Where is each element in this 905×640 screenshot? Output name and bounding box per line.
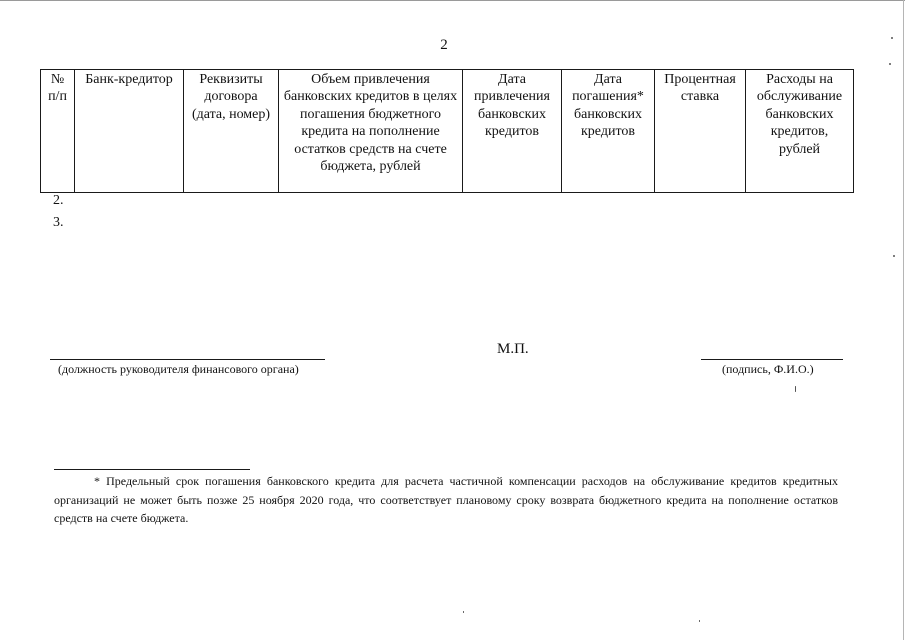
scan-speck bbox=[795, 386, 796, 392]
scan-top-edge bbox=[0, 0, 905, 1]
table-row-number: 3. bbox=[53, 215, 64, 230]
signature-line bbox=[701, 359, 843, 360]
scan-speck bbox=[463, 611, 464, 613]
header-repayment-date: Дата погашения* банковских кредитов bbox=[562, 70, 655, 193]
scan-speck bbox=[699, 620, 700, 622]
scan-speck bbox=[893, 255, 895, 257]
credit-table bbox=[40, 69, 854, 193]
header-contract-details: Реквизиты договора (дата, номер) bbox=[184, 70, 279, 193]
signature-caption: (подпись, Ф.И.О.) bbox=[722, 362, 814, 376]
table-header-row bbox=[41, 70, 854, 193]
header-creditor-bank: Банк-кредитор bbox=[75, 70, 184, 193]
scan-speck bbox=[889, 63, 891, 65]
header-interest-rate: Процентная ставка bbox=[655, 70, 746, 193]
position-signature-line bbox=[50, 359, 325, 360]
footnote-text: * Предельный срок погашения банковского кредита для расчета частичной компенсации расходов на обслуживание кредитов кредитных организаций не может быть позже 25 ноября 2020 года, что соответствует плановому сроку возврата бюджетного кредита на пополнение остатков средств на счете бюджета. bbox=[54, 474, 838, 525]
header-credit-volume: Объем привлечения банковских кредитов в целях погашения бюджетного кредита на пополнение остатков средств на счете бюджета, рублей bbox=[279, 70, 463, 193]
footnote-separator bbox=[54, 469, 250, 470]
table-row-number: 2. bbox=[53, 193, 64, 208]
header-borrowing-date: Дата привлечения банковских кредитов bbox=[463, 70, 562, 193]
scan-speck bbox=[891, 37, 893, 39]
page-number: 2 bbox=[440, 37, 448, 53]
stamp-placeholder: М.П. bbox=[497, 341, 529, 357]
position-caption: (должность руководителя финансового органа) bbox=[58, 362, 299, 376]
header-servicing-costs: Расходы на обслуживание банковских кредитов, рублей bbox=[746, 70, 854, 193]
header-row-number: № п/п bbox=[41, 70, 75, 193]
scan-right-edge bbox=[903, 0, 904, 640]
